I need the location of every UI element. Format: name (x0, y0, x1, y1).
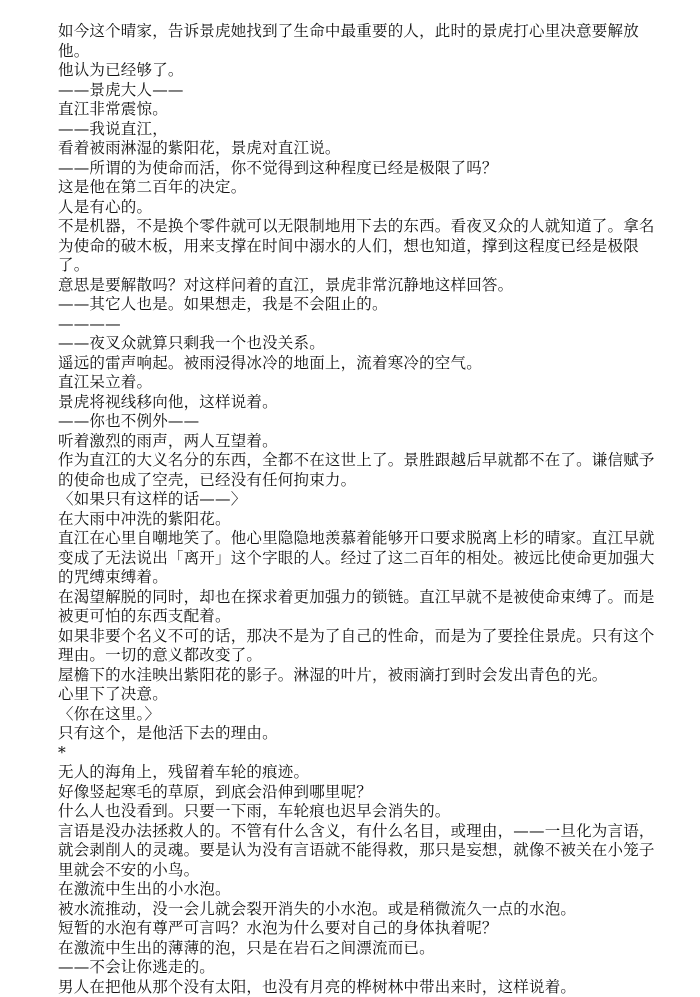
document-body (58, 22, 658, 997)
section-separator: * (58, 744, 658, 764)
text-line: ——我说直江， (58, 120, 658, 140)
text-line: 只有这个，是他活下去的理由。 (58, 724, 658, 744)
text-line: 在激流中生出的薄薄的泡，只是在岩石之间漂流而已。 (58, 939, 658, 959)
text-line: 在渴望解脱的同时，却也在探求着更加强力的锁链。直江早就不是被使命束缚了。而是被更可怕的东西支配着。 (58, 588, 658, 627)
text-line: ——景虎大人—— (58, 81, 658, 101)
text-line: ——你也不例外—— (58, 412, 658, 432)
text-line: 遥远的雷声响起。被雨浸得冰冷的地面上，流着寒冷的空气。 (58, 354, 658, 374)
text-line: 什么人也没看到。只要一下雨，车轮痕也迟早会消失的。 (58, 802, 658, 822)
text-line: 屋檐下的水洼映出紫阳花的影子。淋湿的叶片，被雨滴打到时会发出青色的光。 (58, 666, 658, 686)
text-line: 景虎将视线移向他，这样说着。 (58, 393, 658, 413)
text-line: 〈如果只有这样的话——〉 (58, 490, 658, 510)
text-line: 在大雨中冲洗的紫阳花。 (58, 510, 658, 530)
text-line: 直江非常震惊。 (58, 100, 658, 120)
text-line: ——其它人也是。如果想走，我是不会阻止的。 (58, 295, 658, 315)
text-line: ——不会让你逃走的。 (58, 958, 658, 978)
text-line: 如今这个晴家，告诉景虎她找到了生命中最重要的人，此时的景虎打心里决意要解放他。 (58, 22, 658, 61)
text-line: 在激流中生出的小水泡。 (58, 880, 658, 900)
text-line: 言语是没办法拯救人的。不管有什么含义，有什么名目，或理由，——一旦化为言语，就会剥削人的灵魂。要是认为没有言语就不能得救，那只是妄想，就像不被关在小笼子里就会不安的小鸟。 (58, 822, 658, 881)
text-line: 直江呆立着。 (58, 373, 658, 393)
text-line: 意思是要解散吗？对这样问着的直江，景虎非常沉静地这样回答。 (58, 276, 658, 296)
text-line: ——所谓的为使命而活，你不觉得到这种程度已经是极限了吗？ (58, 159, 658, 179)
text-line: 如果非要个名义不可的话，那决不是为了自己的性命，而是为了要拴住景虎。只有这个理由。一切的意义都改变了。 (58, 627, 658, 666)
text-line: 短暂的水泡有尊严可言吗？水泡为什么要对自己的身体执着呢？ (58, 919, 658, 939)
text-line: 无人的海角上，残留着车轮的痕迹。 (58, 763, 658, 783)
text-line: ——夜叉众就算只剩我一个也没关系。 (58, 334, 658, 354)
text-line: 好像竖起寒毛的草原，到底会沿伸到哪里呢？ (58, 783, 658, 803)
text-line: 直江在心里自嘲地笑了。他心里隐隐地羡慕着能够开口要求脱离上杉的晴家。直江早就变成了无法说出「离开」这个字眼的人。经过了这二百年的相处。被远比使命更加强大的咒缚束缚着。 (58, 529, 658, 588)
text-line: 男人在把他从那个没有太阳，也没有月亮的桦树林中带出来时，这样说着。 (58, 978, 658, 997)
text-line: 被水流推动，没一会儿就会裂开消失的小水泡。或是稍微流久一点的水泡。 (58, 900, 658, 920)
text-line: 他认为已经够了。 (58, 61, 658, 81)
text-line: 听着激烈的雨声，两人互望着。 (58, 432, 658, 452)
text-line: ———— (58, 315, 658, 335)
text-line: 这是他在第二百年的决定。 (58, 178, 658, 198)
text-line: 看着被雨淋湿的紫阳花，景虎对直江说。 (58, 139, 658, 159)
text-line: 人是有心的。 (58, 198, 658, 218)
text-line: 不是机器，不是换个零件就可以无限制地用下去的东西。看夜叉众的人就知道了。拿名为使命的破木板，用来支撑在时间中溺水的人们，想也知道，撑到这程度已经是极限了。 (58, 217, 658, 276)
text-line: 作为直江的大义名分的东西，全都不在这世上了。景胜跟越后早就都不在了。谦信赋予的使命也成了空壳，已经没有任何拘束力。 (58, 451, 658, 490)
text-line: 心里下了决意。 (58, 685, 658, 705)
text-line: 〈你在这里。〉 (58, 705, 658, 725)
